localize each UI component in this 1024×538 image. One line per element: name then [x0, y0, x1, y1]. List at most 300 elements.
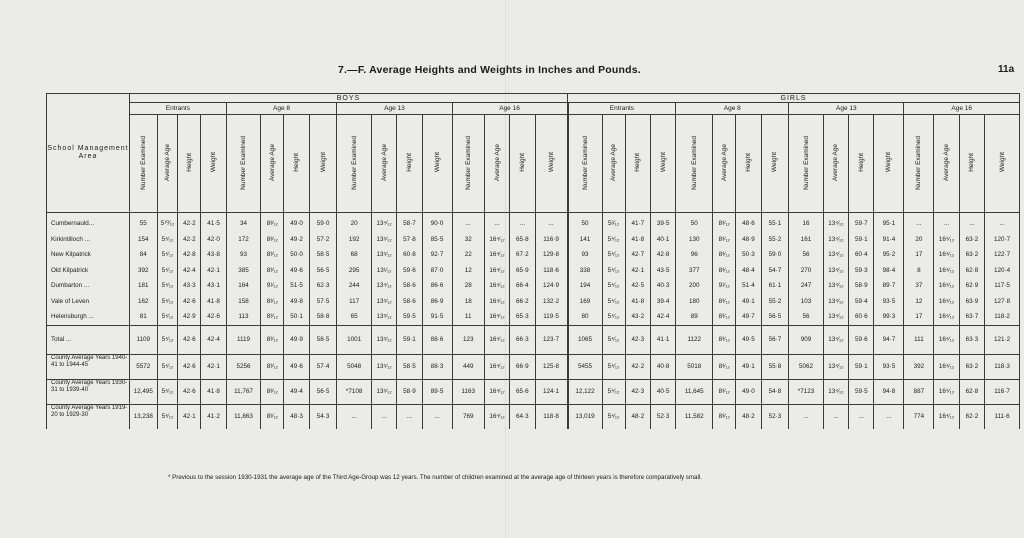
table-cell: 117	[337, 294, 372, 310]
table-cell: 164	[226, 278, 261, 294]
table-cell: 5⁴⁄₁₂	[602, 325, 625, 354]
table-cell: 59·3	[849, 263, 874, 279]
column-heading-label: Height	[857, 153, 865, 172]
table-cell: 16⁴⁄₁₂	[934, 325, 959, 354]
table-cell: 16⁴⁄₁₂	[934, 309, 959, 325]
girls-heading: GIRLS	[568, 94, 1020, 103]
table-cell: 13⁵⁄₁₂	[371, 379, 396, 404]
table-cell: 56·5	[761, 309, 789, 325]
table-cell: 42·6	[201, 309, 226, 325]
column-heading	[535, 115, 568, 213]
table-cell: 13⁵⁄₁₂	[371, 354, 396, 379]
column-heading	[789, 115, 824, 213]
table-cell: 5455	[568, 354, 603, 379]
table-cell: 161	[789, 232, 824, 248]
column-heading-label: Average Age	[832, 143, 840, 182]
table-cell: 118·2	[985, 309, 1020, 325]
table-cell: 60·6	[849, 309, 874, 325]
table-cell: 13⁴⁄₁₂	[823, 232, 848, 248]
table-cell: 48·2	[625, 404, 650, 429]
table-cell: 41·8	[625, 232, 650, 248]
table-cell: 42·2	[625, 354, 650, 379]
column-heading-label: Number Examined	[915, 135, 923, 190]
group-heading: Age 16	[452, 103, 567, 115]
table-cell: 50·1	[284, 309, 309, 325]
table-row	[47, 404, 1020, 429]
column-heading	[650, 115, 675, 213]
table-cell: 13⁴⁄₁₂	[823, 309, 848, 325]
table-cell: 122·7	[985, 247, 1020, 263]
table-cell: 56	[789, 247, 824, 263]
column-heading-label: Height	[518, 153, 526, 172]
table-cell: 13⁴⁄₁₂	[823, 294, 848, 310]
table-cell: 86·9	[422, 294, 452, 310]
table-cell: 55	[129, 213, 157, 232]
table-cell: 42·4	[201, 325, 226, 354]
area-name: Cumbernauld...	[47, 213, 130, 232]
table-cell: ...	[337, 404, 372, 429]
table-cell: 8³⁄₁₂	[261, 247, 284, 263]
table-cell: 42·1	[201, 263, 226, 279]
table-cell: 22	[452, 247, 484, 263]
table-row	[47, 232, 1020, 248]
table-cell: 16⁴⁄₁₂	[484, 278, 509, 294]
table-cell: 8³⁄₁₂	[713, 309, 736, 325]
table-cell: 58·6	[397, 278, 422, 294]
table-cell: 56·7	[761, 325, 789, 354]
column-heading	[602, 115, 625, 213]
column-heading-label: Weight	[998, 152, 1006, 173]
table-cell: 59·6	[397, 263, 422, 279]
table-cell: 55·2	[761, 232, 789, 248]
table-cell: ...	[452, 213, 484, 232]
table-cell: 57·2	[309, 232, 337, 248]
table-cell: 48·9	[736, 232, 761, 248]
table-cell: 94·7	[874, 325, 904, 354]
area-name: County Average Years 1940-41 to 1944-45	[47, 354, 130, 379]
table-cell: 49·6	[284, 263, 309, 279]
table-cell: 8³⁄₁₂	[713, 379, 736, 404]
table-cell: 43·8	[201, 247, 226, 263]
table-cell: 66·4	[510, 278, 535, 294]
table-cell: 55·1	[761, 213, 789, 232]
table-cell: 13⁴⁄₁₂	[823, 379, 848, 404]
table-cell: 49·1	[736, 294, 761, 310]
table-cell: 67·2	[510, 247, 535, 263]
table-cell: 121·2	[985, 325, 1020, 354]
column-heading	[823, 115, 848, 213]
table-cell: 42·1	[625, 263, 650, 279]
table-cell: 11	[452, 309, 484, 325]
table-cell: 8³⁄₁₂	[261, 213, 284, 232]
column-heading-label: Height	[185, 153, 193, 172]
table-cell: 8³⁄₁₂	[261, 309, 284, 325]
table-cell: 58·7	[397, 213, 422, 232]
column-header-row	[47, 115, 1020, 213]
group-header-row	[47, 103, 1020, 115]
group-heading: Age 8	[676, 103, 789, 115]
column-heading-label: Height	[634, 153, 642, 172]
table-cell: 13⁴⁄₁₂	[823, 247, 848, 263]
table-cell: 42·6	[178, 354, 201, 379]
table-cell: 16⁴⁄₁₂	[484, 232, 509, 248]
table-cell: 43·3	[178, 278, 201, 294]
column-heading	[309, 115, 337, 213]
table-cell: 11,767	[226, 379, 261, 404]
column-heading-label: Average Age	[380, 143, 388, 182]
table-cell: 48·4	[736, 263, 761, 279]
table-cell: 99·3	[874, 309, 904, 325]
table-cell: 5⁴⁄₁₂	[602, 379, 625, 404]
area-name: County Average Years 1930-31 to 1939-40	[47, 379, 130, 404]
table-cell: 60·8	[397, 247, 422, 263]
table-cell: 1122	[676, 325, 713, 354]
column-heading	[568, 115, 603, 213]
table-cell: 49·8	[284, 294, 309, 310]
table-cell: 32	[452, 232, 484, 248]
column-heading	[452, 115, 484, 213]
table-cell: 8³⁄₁₂	[261, 325, 284, 354]
table-cell: 8³⁄₁₂	[713, 247, 736, 263]
table-cell: 58·6	[397, 294, 422, 310]
table-cell: 50	[676, 213, 713, 232]
table-cell: ...	[535, 213, 568, 232]
table-cell: 180	[676, 294, 713, 310]
column-heading	[849, 115, 874, 213]
table-cell: 63·2	[959, 354, 984, 379]
table-cell: 8³⁄₁₂	[261, 294, 284, 310]
column-heading-label: Number Examined	[240, 135, 248, 190]
column-heading	[676, 115, 713, 213]
table-cell: 95·2	[874, 247, 904, 263]
table-cell: 8³⁄₁₂	[713, 263, 736, 279]
table-cell: 200	[676, 278, 713, 294]
table-cell: 57·5	[309, 294, 337, 310]
table-cell: 909	[789, 325, 824, 354]
table-cell: 89	[676, 309, 713, 325]
table-row	[47, 325, 1020, 354]
table-cell: 5⁴⁄₁₂	[602, 294, 625, 310]
table-cell: 41·1	[650, 325, 675, 354]
table-cell: 59·4	[849, 294, 874, 310]
group-heading: Entrants	[568, 103, 676, 115]
column-heading	[226, 115, 261, 213]
column-heading	[904, 115, 934, 213]
column-heading-label: Weight	[319, 152, 327, 173]
table-cell: 16⁴⁄₁₂	[484, 354, 509, 379]
table-cell: 5⁴⁄₁₂	[602, 309, 625, 325]
table-cell: 116·9	[535, 232, 568, 248]
table-cell: ...	[823, 404, 848, 429]
table-cell: 16⁴⁄₁₂	[934, 263, 959, 279]
table-cell: 41·7	[625, 213, 650, 232]
table-cell: 120·7	[985, 232, 1020, 248]
table-row	[47, 294, 1020, 310]
table-cell: 96	[676, 247, 713, 263]
table-cell: 49·9	[284, 325, 309, 354]
table-cell: 8³⁄₁₂	[713, 404, 736, 429]
table-cell: *7108	[337, 379, 372, 404]
table-cell: 52·3	[761, 404, 789, 429]
table-cell: 8³⁄₁₂	[261, 263, 284, 279]
table-cell: 20	[337, 213, 372, 232]
page-number: 11a	[998, 64, 1015, 75]
table-cell: 16⁴⁄₁₂	[484, 247, 509, 263]
table-cell: 5⁴⁄₁₂	[602, 232, 625, 248]
column-heading-label: Number Examined	[139, 135, 147, 190]
table-cell: ...	[959, 213, 984, 232]
table-cell: 13⁴⁄₁₂	[371, 213, 396, 232]
table-cell: 11,863	[226, 404, 261, 429]
table-cell: 98·4	[874, 263, 904, 279]
table-cell: 13⁴⁄₁₂	[823, 354, 848, 379]
table-cell: 63·2	[959, 247, 984, 263]
table-row	[47, 354, 1020, 379]
table-cell: 16⁴⁄₁₂	[484, 404, 509, 429]
column-heading-label: Number Examined	[350, 135, 358, 190]
table-cell: 141	[568, 232, 603, 248]
table-cell: 5062	[789, 354, 824, 379]
table-cell: 116·7	[985, 379, 1020, 404]
table-cell: 85·5	[422, 232, 452, 248]
table-cell: 5¹⁰⁄₁₂	[157, 213, 178, 232]
table-cell: 13⁴⁄₁₂	[823, 278, 848, 294]
table-cell: 42·1	[178, 404, 201, 429]
table-cell: 65·6	[510, 379, 535, 404]
table-cell: 16⁴⁄₁₂	[934, 278, 959, 294]
table-cell: 13⁵⁄₁₂	[371, 294, 396, 310]
table-cell: 93·5	[874, 294, 904, 310]
table-cell: 5⁴⁄₁₂	[602, 404, 625, 429]
table-cell: 1001	[337, 325, 372, 354]
column-heading	[157, 115, 178, 213]
column-heading-label: Average Age	[943, 143, 951, 182]
table-cell: 63·9	[959, 294, 984, 310]
table-cell: 13,019	[568, 404, 603, 429]
table-cell: 154	[129, 232, 157, 248]
table-cell: 49·1	[736, 354, 761, 379]
table-cell: 1163	[452, 379, 484, 404]
table-cell: 5⁴⁄₁₂	[157, 278, 178, 294]
table-cell: 39·5	[650, 213, 675, 232]
column-heading-label: Weight	[433, 152, 441, 173]
table-cell: 80	[568, 309, 603, 325]
table-cell: 91·4	[874, 232, 904, 248]
table-cell: 58·5	[309, 247, 337, 263]
group-heading: Entrants	[129, 103, 226, 115]
heights-weights-table	[46, 93, 1020, 429]
table-cell: 12,122	[568, 379, 603, 404]
table-cell: 8³⁄₁₂	[261, 379, 284, 404]
table-cell: 68	[337, 247, 372, 263]
column-heading	[397, 115, 422, 213]
table-cell: 18	[452, 294, 484, 310]
table-cell: 62·8	[959, 379, 984, 404]
table-cell: 95·1	[874, 213, 904, 232]
table-cell: *7123	[789, 379, 824, 404]
table-cell: 94·8	[874, 379, 904, 404]
table-cell: 42·2	[178, 213, 201, 232]
table-cell: 65·3	[510, 309, 535, 325]
table-cell: 338	[568, 263, 603, 279]
table-cell: 48·3	[284, 404, 309, 429]
table-cell: 42·4	[178, 263, 201, 279]
table-cell: 84	[129, 247, 157, 263]
data-table-wrapper	[46, 93, 1020, 469]
table-cell: 42·6	[178, 294, 201, 310]
table-cell: 61·1	[761, 278, 789, 294]
table-cell: 158	[226, 294, 261, 310]
table-cell: 392	[904, 354, 934, 379]
column-heading	[129, 115, 157, 213]
group-heading: Age 8	[226, 103, 337, 115]
table-cell: 37	[904, 278, 934, 294]
table-cell: 57·8	[397, 232, 422, 248]
table-cell: 887	[904, 379, 934, 404]
table-cell: ...	[874, 404, 904, 429]
column-heading	[371, 115, 396, 213]
table-cell: 41·8	[201, 294, 226, 310]
table-cell: 1065	[568, 325, 603, 354]
table-cell: 66·3	[510, 325, 535, 354]
table-cell: 42·0	[201, 232, 226, 248]
column-heading-label: Height	[968, 153, 976, 172]
table-cell: 42·4	[650, 309, 675, 325]
table-cell: 42·6	[178, 379, 201, 404]
table-cell: 65·9	[510, 263, 535, 279]
table-cell: 42·9	[178, 309, 201, 325]
table-cell: 89·7	[874, 278, 904, 294]
column-heading	[178, 115, 201, 213]
column-heading	[761, 115, 789, 213]
table-cell: 5⁴⁄₁₂	[157, 309, 178, 325]
table-cell: 5⁴⁄₁₂	[157, 232, 178, 248]
table-cell: 124·1	[535, 379, 568, 404]
table-cell: 113	[226, 309, 261, 325]
table-cell: 118·6	[535, 263, 568, 279]
table-cell: 55·2	[761, 294, 789, 310]
area-name: Total ...	[47, 325, 130, 354]
table-cell: 88·6	[422, 325, 452, 354]
footnote: * Previous to the session 1930-1931 the average age of the Third Age-Group was 12 years. The number of children examined at the average age of thirteen years is therefore comparatively small.	[168, 474, 702, 481]
column-heading-label: Weight	[659, 152, 667, 173]
column-heading	[985, 115, 1020, 213]
table-cell: 56	[789, 309, 824, 325]
table-cell: 8³⁄₁₂	[713, 232, 736, 248]
table-cell: 9¹⁄₁₂	[261, 278, 284, 294]
table-cell: 42·8	[650, 247, 675, 263]
table-cell: 28	[452, 278, 484, 294]
table-cell: 88·3	[422, 354, 452, 379]
table-row	[47, 263, 1020, 279]
column-heading-label: Average Age	[720, 143, 728, 182]
table-cell: ...	[422, 404, 452, 429]
group-heading: Age 13	[789, 103, 904, 115]
table-cell: 49·6	[284, 354, 309, 379]
table-cell: 81	[129, 309, 157, 325]
column-heading	[874, 115, 904, 213]
table-cell: 51·4	[736, 278, 761, 294]
table-cell: 13,238	[129, 404, 157, 429]
table-cell: 5⁴⁄₁₂	[157, 354, 178, 379]
table-cell: ...	[904, 213, 934, 232]
table-cell: 120·4	[985, 263, 1020, 279]
column-heading	[736, 115, 761, 213]
table-cell: 59·0	[309, 213, 337, 232]
table-cell: 194	[568, 278, 603, 294]
table-cell: 129·8	[535, 247, 568, 263]
table-cell: 56·5	[309, 263, 337, 279]
table-cell: 1119	[226, 325, 261, 354]
table-body	[47, 213, 1020, 429]
table-cell: 49·5	[736, 325, 761, 354]
area-header: School Management Area	[47, 94, 130, 213]
table-cell: 5²⁄₁₂	[602, 213, 625, 232]
table-cell: 42·6	[178, 325, 201, 354]
table-cell: 63·2	[959, 232, 984, 248]
table-cell: 50·0	[284, 247, 309, 263]
table-cell: 42·1	[201, 354, 226, 379]
table-cell: 89·5	[422, 379, 452, 404]
table-cell: 16⁴⁄₁₂	[484, 294, 509, 310]
column-heading-label: Average Age	[268, 143, 276, 182]
table-cell: 54·8	[761, 379, 789, 404]
column-heading	[484, 115, 509, 213]
table-cell: 52·3	[650, 404, 675, 429]
table-cell: 20	[904, 232, 934, 248]
table-cell: 774	[904, 404, 934, 429]
table-cell: 42·3	[625, 379, 650, 404]
table-cell: 11,645	[676, 379, 713, 404]
table-cell: 118·8	[535, 404, 568, 429]
table-cell: 58·5	[397, 354, 422, 379]
table-cell: 39·4	[650, 294, 675, 310]
table-cell: 41·5	[201, 213, 226, 232]
table-cell: 43·1	[201, 278, 226, 294]
table-cell: 17	[904, 247, 934, 263]
table-cell: 244	[337, 278, 372, 294]
table-cell: 8	[904, 263, 934, 279]
table-cell: 16⁴⁄₁₂	[934, 404, 959, 429]
table-cell: 93·5	[874, 354, 904, 379]
table-cell: 65	[337, 309, 372, 325]
table-cell: 49·4	[284, 379, 309, 404]
table-cell: 8³⁄₁₂	[713, 325, 736, 354]
table-cell: 13⁴⁄₁₂	[823, 263, 848, 279]
table-cell: 43·5	[650, 263, 675, 279]
table-cell: 41·8	[201, 379, 226, 404]
table-cell: 5018	[676, 354, 713, 379]
table-cell: 16⁴⁄₁₂	[934, 294, 959, 310]
table-cell: 91·5	[422, 309, 452, 325]
table-cell: 16	[789, 213, 824, 232]
table-cell: 40·8	[650, 354, 675, 379]
table-cell: 66·2	[510, 294, 535, 310]
table-cell: 49·2	[284, 232, 309, 248]
area-name: Helensburgh ...	[47, 309, 130, 325]
table-cell: 42·8	[178, 247, 201, 263]
table-cell: 59·1	[849, 232, 874, 248]
column-heading-label: Number Examined	[464, 135, 472, 190]
table-cell: 34	[226, 213, 261, 232]
table-cell: ...	[934, 213, 959, 232]
boys-heading: BOYS	[129, 94, 567, 103]
column-heading	[959, 115, 984, 213]
table-cell: 5⁴⁄₁₂	[157, 247, 178, 263]
table-cell: 49·0	[736, 379, 761, 404]
table-cell: 86·6	[422, 278, 452, 294]
table-cell: 5⁴⁄₁₂	[157, 263, 178, 279]
